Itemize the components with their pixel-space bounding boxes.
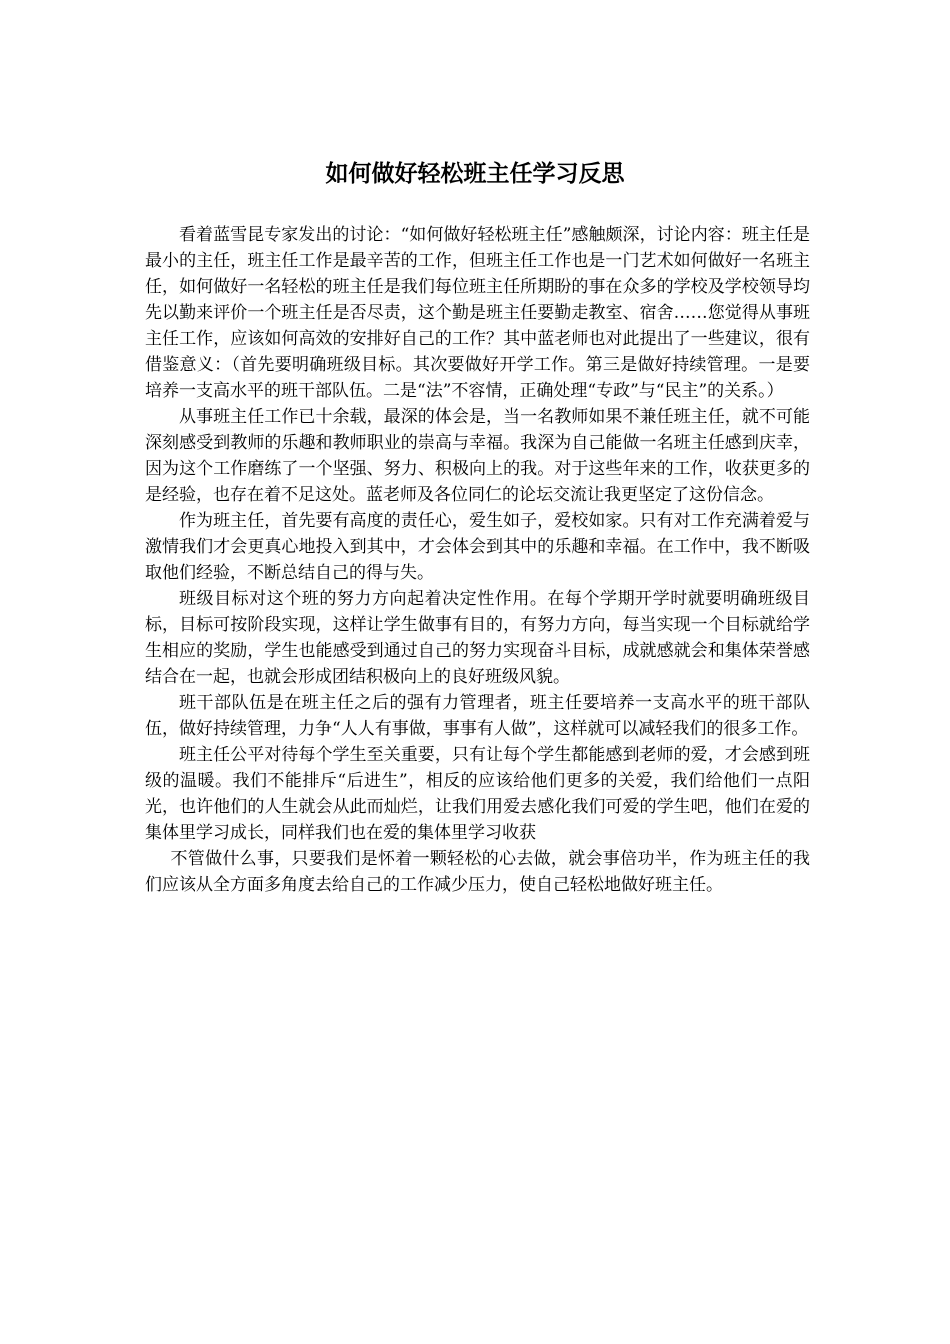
paragraph-2: 从事班主任工作已十余载，最深的体会是，当一名教师如果不兼任班主任，就不可能深刻感受到教师的乐趣和教师职业的崇高与幸福。我深为自己能做一名班主任感到庆幸，因为这个工作磨练了一个坚强、努力、积极向上的我。对于这些年来的工作，收获更多的是经验，也存在着不足这处。蓝老师及各位同仁的论坛交流让我更坚定了这份信念。 (145, 407, 810, 505)
paragraph-6: 班主任公平对待每个学生至关重要，只有让每个学生都能感到老师的爱，才会感到班级的温暖。我们不能排斥“后进生”，相反的应该给他们更多的关爱，我们给他们一点阳光，也许他们的人生就会从此而灿烂，让我们用爱去感化我们可爱的学生吧，他们在爱的集体里学习成长，同样我们也在爱的集体里学习收获 (145, 745, 810, 843)
paragraph-5: 班干部队伍是在班主任之后的强有力管理者，班主任要培养一支高水平的班干部队伍，做好持续管理，力争“人人有事做，事事有人做”，这样就可以减轻我们的很多工作。 (145, 693, 810, 739)
document-body (145, 222, 810, 898)
paragraph-4: 班级目标对这个班的努力方向起着决定性作用。在每个学期开学时就要明确班级目标，目标可按阶段实现，这样让学生做事有目的，有努力方向，每当实现一个目标就给学生相应的奖励，学生也能感受到通过自己的努力实现奋斗目标，成就感就会和集体荣誉感结合在一起，也就会形成团结积极向上的良好班级风貌。 (145, 589, 810, 687)
paragraph-7: 不管做什么事，只要我们是怀着一颗轻松的心去做，就会事倍功半，作为班主任的我们应该从全方面多角度去给自己的工作减少压力，使自己轻松地做好班主任。 (145, 849, 810, 895)
document-title: 如何做好轻松班主任学习反思 (325, 161, 625, 187)
paragraph-3: 作为班主任，首先要有高度的责任心，爱生如子，爱校如家。只有对工作充满着爱与激情我们才会更真心地投入到其中，才会体会到其中的乐趣和幸福。在工作中，我不断吸取他们经验，不断总结自己的得与失。 (145, 511, 810, 583)
paragraph-1: 看着蓝雪昆专家发出的讨论：“如何做好轻松班主任”感触颇深，讨论内容：班主任是最小的主任，班主任工作是最辛苦的工作，但班主任工作也是一门艺术如何做好一名班主任，如何做好一名轻松的班主任是我们每位班主任所期盼的事在众多的学校及学校领导均先以勤来评价一个班主任是否尽责，这个勤是班主任要勤走教室、宿舍……您觉得从事班主任工作，应该如何高效的安排好自己的工作？其中蓝老师也对此提出了一些建议，很有借鉴意义：（首先要明确班级目标。其次要做好开学工作。第三是做好持续管理。一是要培养一支高水平的班干部队伍。二是“法”不容情，正确处理“专政”与“民主”的关系。） (145, 225, 810, 401)
